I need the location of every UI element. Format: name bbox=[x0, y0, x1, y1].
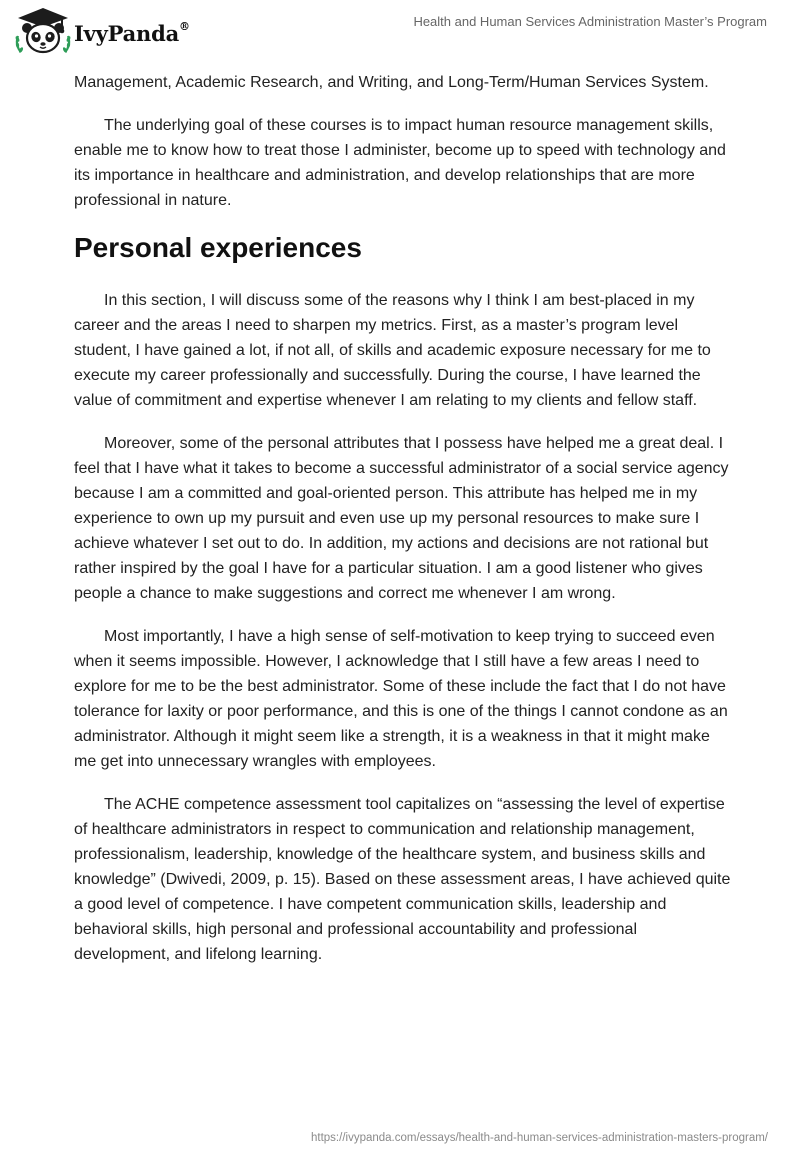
paragraph-continuation: Management, Academic Research, and Writing, and Long-Term/Human Services System. bbox=[74, 74, 709, 91]
paragraph: In this section, I will discuss some of the reasons why I think I am best-placed in my career and the areas I need to sharpen my metrics. First, as a master’s program level student, I have gained a lot, if not all, of skills and academic exposure necessary for me to execute my career professionally and successfully. During the course, I have learned the value of commitment and expertise whenever I am relating to my clients and fellow staff. bbox=[74, 292, 711, 409]
section-heading: Personal experiences bbox=[74, 232, 362, 263]
page-header bbox=[0, 0, 800, 60]
brand-logo[interactable] bbox=[14, 6, 190, 56]
paragraph: Moreover, some of the personal attributes that I possess have helped me a great deal. I feel that I have what it takes to become a successful administrator of a social service agency because I am a committed and goal-oriented person. This attribute has helped me in my experience to own up my pursuit and even use up my personal resources to make sure I achieve whatever I set out to do. In addition, my actions and decisions are not rational but rather inspired by the goal I have for a particular situation. I am a good listener who gives people a chance to make suggestions and correct me whenever I am wrong. bbox=[74, 435, 729, 602]
panda-graduate-icon bbox=[14, 6, 72, 56]
essay-body bbox=[74, 70, 734, 985]
source-url[interactable]: https://ivypanda.com/essays/health-and-human-services-administration-masters-program/ bbox=[311, 1132, 768, 1144]
brand-name: IvyPanda® bbox=[74, 19, 190, 46]
paragraph: Most importantly, I have a high sense of self-motivation to keep trying to succeed even when it seems impossible. However, I acknowledge that I still have a few areas I need to explore for me to be the best administrator. Some of these include the fact that I do not have tolerance for laxity or poor performance, and this is one of the things I cannot condone as an administrator. Although it might seem like a strength, it is a weakness in that it might make me get into unnecessary wrangles with employees. bbox=[74, 628, 728, 770]
paragraph: The ACHE competence assessment tool capitalizes on “assessing the level of expertise of healthcare administrators in respect to communication and relationship management, professionalism, leadership, knowledge of the healthcare system, and business skills and knowledge” (Dwivedi, 2009, p. 15). Based on these assessment areas, I have achieved quite a good level of competence. I have competent communication skills, leadership and behavioral skills, high personal and professional accountability and professional development, and lifelong learning. bbox=[74, 796, 731, 963]
document-title: Health and Human Services Administration Master’s Program bbox=[413, 14, 767, 29]
paragraph: The underlying goal of these courses is to impact human resource management skills, enable me to know how to treat those I administer, become up to speed with technology and its importance in healthcare and administration, and develop relationships that are more professional in nature. bbox=[74, 117, 726, 209]
